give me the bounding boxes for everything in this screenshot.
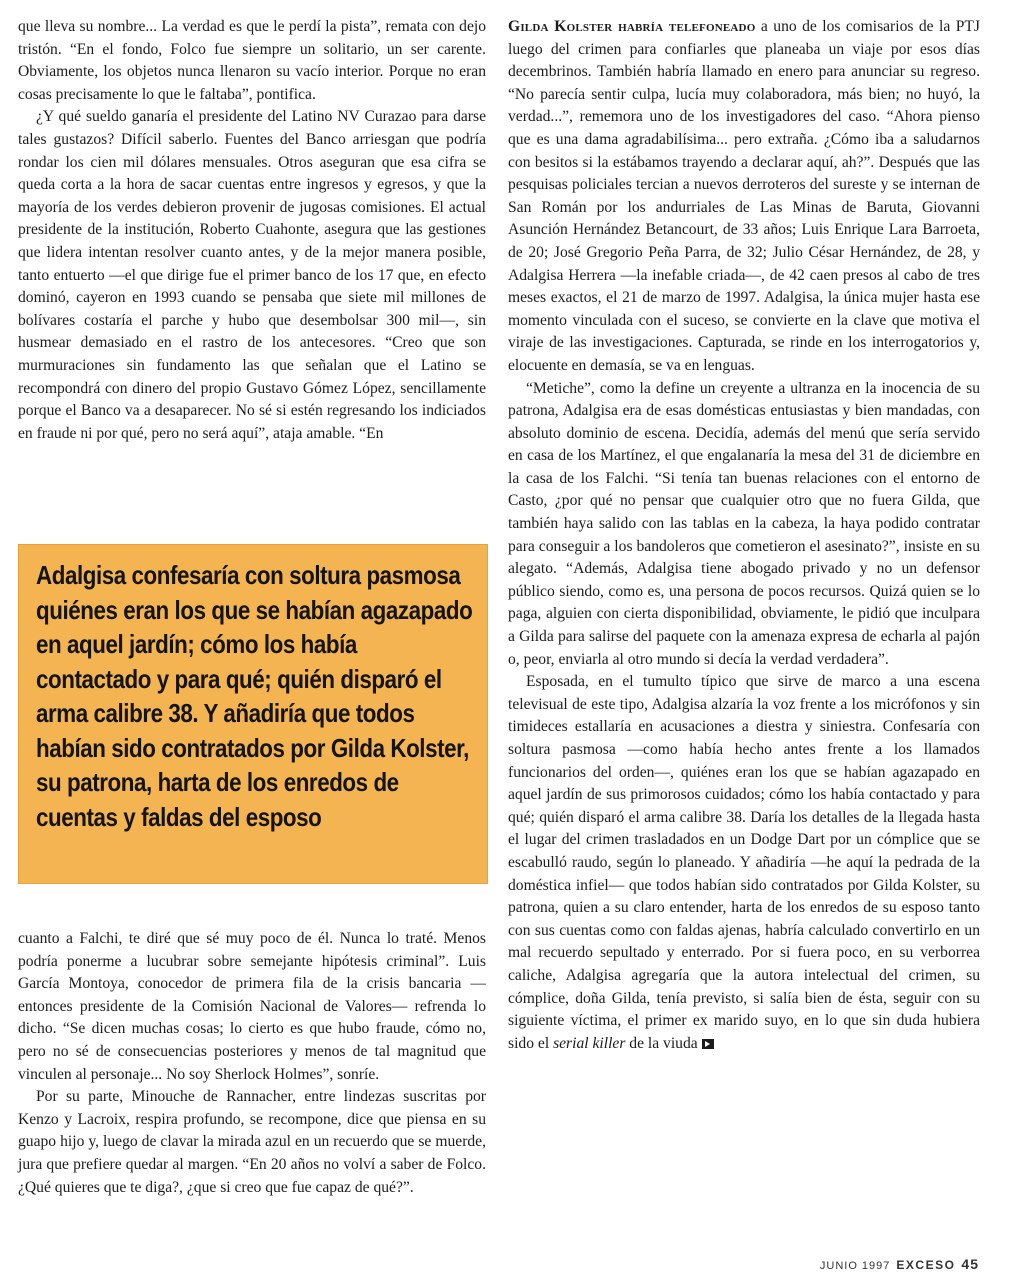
footer-brand: EXCESO [896, 1258, 956, 1272]
pull-quote-box [18, 544, 488, 884]
paragraph: que lleva su nombre... La verdad es que le perdí la pista”, remata con dejo tristón. “En el fondo, Folco fue siempre un solitario, un ser carente. Obviamente, los objetos nunca llenaron su vacío interior. Porque no eran cosas precisamente lo que le faltaba”, pontifica. [18, 18, 486, 103]
paragraph: “Metiche”, como la define un creyente a ultranza en la inocencia de su patrona, Adalgisa era de esas domésticas entusiastas y bien mandadas, con absoluto dominio de escena. Decidía, además del menú que sería servido en casa de los Martínez, el que engalanaría la mesa del 31 de diciembre en la casa de los Falchi. “Si tenía tan buenas relaciones con el entorno de Casto, ¿por qué no pensar que cualquier otro que no fuera Gilda, que también haya salido con las tablas en la cabeza, la haya podido contratar para conseguir a los bandoleros que cometieron el asesinato?”, insiste en su alegato. “Además, Adalgisa tiene abogado privado y no un defensor público siendo, como es, una persona de pocos recursos. Quizá quien se lo paga, alguien con cierta disponibilidad, obviamente, le pidió que inculpara a Gilda para salirse del paquete con la amenaza expresa de echarla al pajón o, peor, enviarla al otro mundo si decía la verdad verdadera”. [508, 379, 980, 668]
left-column-lower [18, 928, 486, 1199]
paragraph-text: a uno de los comisarios de la PTJ luego del crimen para confiarles que planeaba un viaje por esos días decembrinos. También habría llamado en enero para anunciar su regreso. “No parecía sentir culpa, lucía muy colaboradora, más bien; no huyó, la verdad...”, rememora uno de los investigadores del caso. “Ahora pienso que es una dama agradabilísima... pero extraña. ¿Cómo iba a saludarnos con besitos si la estábamos trayendo a declarar aquí, ah?”. Después que las pesquisas policiales tercian a nuevos derroteros del sureste y se internan de San Román por los andurriales de Las Minas de Baruta, Giovanni Asunción Hernández Betancourt, de 33 años; Luis Enrique Lara Barroeta, de 20; José Gregorio Peña Parra, de 32; Julio César Hernández, de 28, y Adalgisa Herrera —la inefable criada—, de 42 caen presos al cabo de tres meses exactos, el 21 de marzo de 1997. Adalgisa, la única mujer hasta ese momento vinculada con el suceso, se convierte en la clave que motiva el viraje de las investigaciones. Capturada, se rinde en los interrogatorios y, elocuente en demasía, se va en lenguas. [508, 18, 981, 374]
lead-in-small-caps: Gilda Kolster habría telefoneado [508, 18, 756, 35]
paragraph [508, 671, 980, 1055]
paragraph-tail: de la viuda [625, 1034, 698, 1052]
right-column [508, 16, 980, 1055]
paragraph: Por su parte, Minouche de Rannacher, entre lindezas suscritas por Kenzo y Lacroix, respira profundo, se recompone, dice que piensa en su guapo hijo y, luego de clavar la mirada azul en un recuerdo que se muerde, jura que prefiere quedar al margen. “En 20 años no volví a saber de Folco. ¿Qué quieres que te diga?, ¿que si creo que fue capaz de qué?”. [18, 1088, 486, 1196]
footer-date: JUNIO 1997 [819, 1260, 891, 1272]
pull-quote-text: Adalgisa confesaría con soltura pasmosa quiénes eran los que se habían agazapado en aquel jardín; cómo los había contactado y para qué; quién disparó el arma calibre 38. Y añadiría que todos habían sido contratados por Gilda Kolster, su patrona, harta de los enredos de cuentas y faldas del esposo [36, 560, 473, 832]
left-column [18, 16, 486, 445]
paragraph: cuanto a Falchi, te diré que sé muy poco de él. Nunca lo traté. Menos podría ponerme a lucubrar sobre semejante hipótesis criminal”. Luis García Montoya, conocedor de primera fila de la crisis bancaria —entonces presidente de la Comisión Nacional de Valores— refrenda lo dicho. “Se dicen muchas cosas; lo cierto es que hubo fraude, cómo no, pero no sé de consecuencias posteriores y menos de tal magnitud que vinculen al personaje... No soy Sherlock Holmes”, sonríe. [18, 930, 486, 1083]
page-footer [820, 1256, 979, 1272]
paragraph-text: Esposada, en el tumulto típico que sirve de marco a una escena televisual de este tipo, Adalgisa alzaría la voz frente a los micrófonos y sin timideces estallaría en acusaciones a diestra y siniestra. Confesaría con soltura pasmosa —como había hecho antes frente a los llamados funcionarios del orden—, quiénes eran los que se habían agazapado en aquel jardín de sus primorosos cuidados; cómo los había contactado y para qué; quién disparó el arma calibre 38. Daría los detalles de la llegada hasta el lugar del crimen trasladados en un Dodge Dart por un cómplice que se escabulló raudo, según lo planeado. Y añadiría —he aquí la pedrada de la doméstica infiel— que todos habían sido contratados por Gilda Kolster, su patrona, quien a su claro entender, harta de los enredos de su esposo tanto con sus cuentas como con faldas ajenas, habría calculado convertirlo en un mal recuerdo sepultado y enterrado. Por si fuera poco, en su verborrea caliche, Adalgisa agregaría que la autora intelectual del crimen, su cómplice, doña Gilda, tenía previsto, si salía bien de ésta, seguir con su siguiente víctima, el primer ex marido suyo, en lo que sin duda hubiera sido el [508, 673, 980, 1052]
paragraph [508, 16, 980, 378]
end-of-article-icon [702, 1039, 714, 1049]
italic-phrase: serial killer [553, 1034, 626, 1052]
page-number: 45 [961, 1256, 979, 1272]
paragraph: ¿Y qué sueldo ganaría el presidente del Latino NV Curazao para darse tales gustazos? Difícil saberlo. Fuentes del Banco arriesgan que podría rondar los cien mil dólares mensuales. Otros aseguran que esa cifra se queda corta a la hora de sacar cuentas entre ingresos y egresos, y que la mayoría de los verdes debieron provenir de jugosas comisiones. El actual presidente de la institución, Roberto Cuahonte, asegura que las gestiones que lidera intentan resolver cuanto antes, y de la mejor manera posible, tanto entuerto —el que dirige fue el primer banco de los 17 que, en efecto dominó, cayeron en 1993 cuando se pensaba que siete mil millones de bolívares costaría el parche y hubo que desembolsar 300 mil—, sin husmear demasiado en el rastro de los antecesores. “Creo que son murmuraciones sin fundamento las que señalan que el Latino se recompondrá con dinero del propio Gustavo Gómez López, sencillamente porque el Banco va a desaparecer. No sé si estén regresando los indiciados en fraude ni por qué, pero no será aquí”, ataja amable. “En [18, 108, 486, 442]
